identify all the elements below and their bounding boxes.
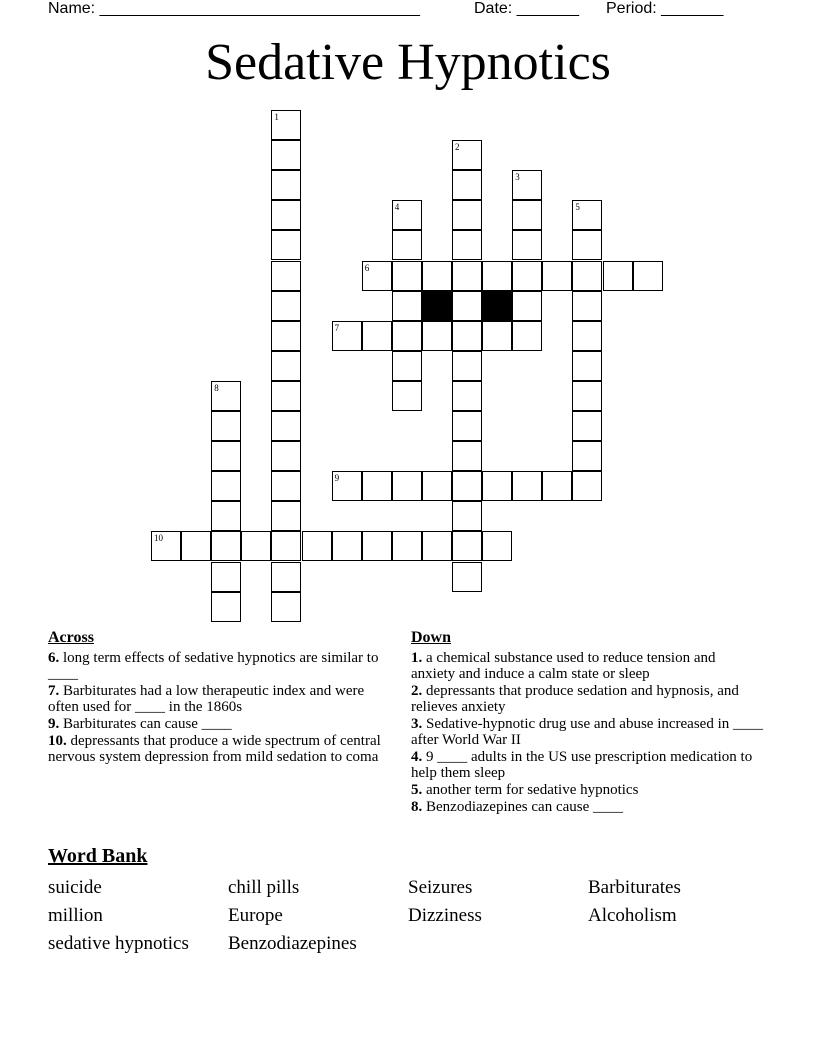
clue-number-3: 3 [515,172,520,183]
down-heading: Down [411,629,452,646]
clue-down-3 [411,716,763,748]
clue-text: Benzodiazepines can cause ____ [426,799,623,815]
word-bank-item: Seizures [408,877,473,898]
grid-cell[interactable] [452,411,482,441]
grid-cell[interactable] [482,261,512,291]
grid-cell[interactable] [482,531,512,561]
clue-text: Barbiturates had a low therapeutic index and were often used for ____ in the 1860s [48,683,365,715]
grid-cell[interactable] [271,501,301,531]
clue-across-7 [48,683,392,715]
grid-cell[interactable] [452,291,482,321]
clue-number: 4. [411,749,423,765]
clue-down-1 [411,650,763,682]
clue-number-5: 5 [575,202,580,213]
name-field-label: Name: ____________________________________ [48,0,420,17]
grid-cell[interactable] [211,531,241,561]
grid-cell[interactable] [271,562,301,592]
grid-cell[interactable] [452,531,482,561]
grid-cell[interactable] [512,471,542,501]
clue-number-7: 7 [334,322,340,333]
grid-cell[interactable] [452,170,482,200]
grid-cell[interactable] [271,261,301,291]
grid-cell[interactable] [271,230,301,260]
grid-cell[interactable] [392,531,422,561]
grid-cell[interactable] [181,531,211,561]
clue-number: 6. [48,650,60,666]
grid-cell[interactable] [422,261,452,291]
grid-cell[interactable] [271,170,301,200]
clue-down-5 [411,782,763,798]
clue-text: depressants that produce sedation and hypnosis, and relieves anxiety [411,683,739,715]
grid-cell[interactable] [271,441,301,471]
grid-cell[interactable] [211,471,241,501]
grid-cell[interactable] [271,531,301,561]
grid-cell[interactable] [422,531,452,561]
grid-cell[interactable] [392,230,422,260]
grid-cell[interactable] [572,441,602,471]
grid-cell[interactable] [512,261,542,291]
grid-cell[interactable] [271,200,301,230]
clue-down-2 [411,683,763,715]
word-bank-item: Dizziness [408,905,482,926]
grid-cell[interactable] [452,351,482,381]
word-bank-item: Europe [228,905,283,926]
clue-number-2: 2 [455,142,460,153]
clue-across-6 [48,650,392,682]
grid-cell[interactable] [302,531,332,561]
clue-number: 1. [411,650,423,666]
period-field-label: Period: _______ [606,0,724,17]
word-bank-item: suicide [48,877,102,898]
clue-number-1: 1 [274,112,279,122]
grid-cell[interactable] [392,471,422,501]
grid-cell[interactable] [271,140,301,170]
word-bank-item: Benzodiazepines [228,933,357,954]
grid-cell[interactable] [271,411,301,441]
grid-cell[interactable] [452,441,482,471]
clue-number: 8. [411,799,423,815]
grid-cell[interactable] [572,471,602,501]
grid-cell[interactable] [362,321,392,351]
grid-cell[interactable] [452,200,482,230]
grid-cell[interactable] [452,321,482,351]
blocked-cell [482,291,512,321]
grid-cell[interactable] [572,230,602,260]
grid-cell[interactable] [452,230,482,260]
grid-cell[interactable] [422,471,452,501]
across-clues [48,630,392,766]
down-clues [411,630,763,816]
word-bank-item: chill pills [228,877,300,898]
clue-number: 9. [48,716,60,732]
grid-cell[interactable] [211,441,241,471]
grid-cell[interactable] [241,531,271,561]
grid-cell[interactable] [452,261,482,291]
grid-cell[interactable] [362,531,392,561]
grid-cell[interactable] [392,261,422,291]
grid-cell[interactable] [392,351,422,381]
grid-cell[interactable] [271,321,301,351]
grid-cell[interactable] [452,471,482,501]
grid-cell[interactable] [512,200,542,230]
clue-text: another term for sedative hypnotics [426,782,639,798]
grid-cell[interactable] [452,562,482,592]
grid-cell[interactable] [572,411,602,441]
grid-cell[interactable] [271,471,301,501]
grid-cell[interactable] [512,230,542,260]
grid-cell[interactable] [211,411,241,441]
word-bank-heading: Word Bank [48,845,148,867]
word-bank-item: Barbiturates [588,877,681,898]
clue-number-8: 8 [214,382,219,393]
grid-cell[interactable] [271,592,301,622]
word-bank-item: sedative hypnotics [48,933,189,954]
clue-number-6: 6 [364,262,370,273]
clue-number: 7. [48,683,60,699]
grid-cell[interactable] [572,351,602,381]
grid-cell[interactable] [422,321,452,351]
clue-number: 10. [48,733,67,749]
grid-cell[interactable] [211,562,241,592]
clue-text: a chemical substance used to reduce tension and anxiety and induce a calm state or sleep [411,650,716,682]
grid-cell[interactable] [271,351,301,381]
clue-down-4 [411,749,763,781]
grid-cell[interactable] [332,531,362,561]
clue-text: Barbiturates can cause ____ [63,716,232,732]
clue-text: depressants that produce a wide spectrum of central nervous system depression from mild sedation to coma [48,733,381,765]
grid-cell[interactable] [542,471,572,501]
grid-cell[interactable] [452,381,482,411]
word-bank-item: million [48,905,103,926]
grid-cell[interactable] [633,261,663,291]
grid-cell[interactable] [542,261,572,291]
grid-cell[interactable] [452,501,482,531]
word-bank-item: Alcoholism [588,905,677,926]
clue-number-9: 9 [334,473,340,484]
clue-across-10 [48,733,392,765]
grid-cell[interactable] [211,592,241,622]
grid-cell[interactable] [482,471,512,501]
clue-text: Sedative-hypnotic drug use and abuse increased in ____ after World War II [411,716,763,748]
grid-cell[interactable] [512,321,542,351]
grid-cell[interactable] [603,261,633,291]
grid-cell[interactable] [392,381,422,411]
grid-cell[interactable] [572,261,602,291]
clue-text: long term effects of sedative hypnotics are similar to ____ [48,650,379,682]
clue-number: 5. [411,782,423,798]
grid-cell[interactable] [572,291,602,321]
grid-cell[interactable] [271,291,301,321]
clue-number-4: 4 [394,202,400,213]
clue-number: 2. [411,683,423,699]
page-title: Sedative Hypnotics [205,34,611,91]
grid-cell[interactable] [572,381,602,411]
grid-cell[interactable] [392,291,422,321]
clue-number-10: 10 [154,533,163,544]
clue-down-8 [411,799,763,815]
grid-cell[interactable] [572,321,602,351]
grid-cell[interactable] [482,321,512,351]
clue-across-9 [48,716,392,732]
clue-number: 3. [411,716,423,732]
grid-cell[interactable] [512,291,542,321]
grid-cell[interactable] [211,501,241,531]
grid-cell[interactable] [271,381,301,411]
grid-cell[interactable] [392,321,422,351]
clue-text: 9 ____ adults in the US use prescription medication to help them sleep [411,749,753,781]
across-heading: Across [48,629,94,646]
grid-cell[interactable] [362,471,392,501]
date-field-label: Date: _______ [474,0,579,17]
blocked-cell [422,291,452,321]
